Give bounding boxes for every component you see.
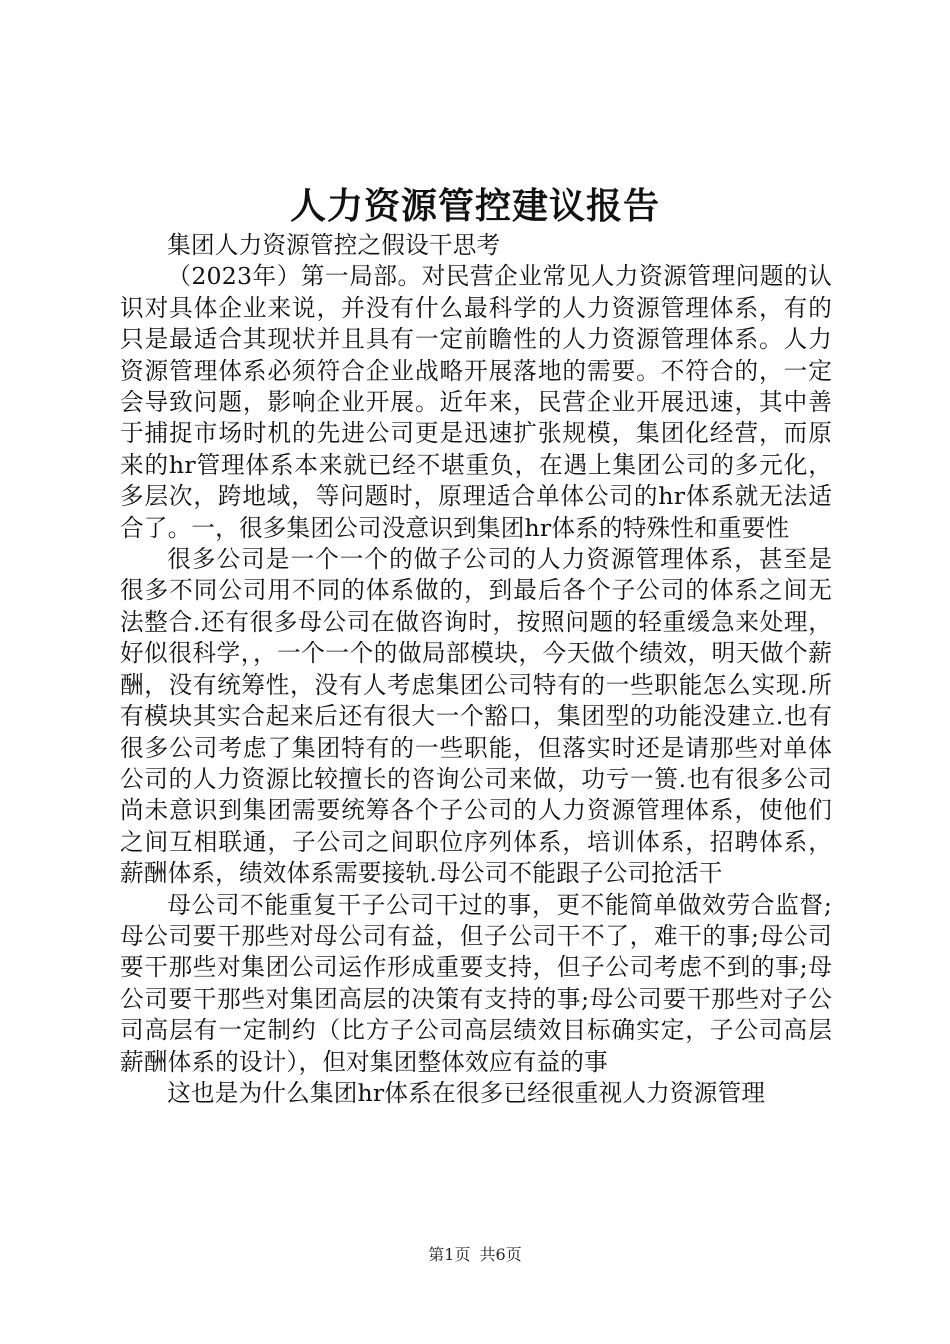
page-footer <box>0 1244 950 1266</box>
paragraph: 母公司不能重复干子公司干过的事，更不能简单做效劳合监督;母公司要干那些对母公司有益，但子公司干不了，难干的事;母公司要干那些对集团公司运作形成重要支持，但子公司考虑不到的事;母公司要干那些对集团高层的决策有支持的事;母公司要干那些对子公司高层有一定制约（比方子公司高层绩效目标确实定，子公司高层薪酬体系的设计），但对集团整体效应有益的事 <box>120 890 832 1076</box>
paragraph: （2023年）第一局部。对民营企业常见人力资源管理问题的认识对具体企业来说，并没有什么最科学的人力资源管理体系，有的只是最适合其现状并且具有一定前瞻性的人力资源管理体系。人力资源管理体系必须符合企业战略开展落地的需要。不符合的，一定会导致问题，影响企业开展。近年来，民营企业开展迅速，其中善于捕捉市场时机的先进公司更是迅速扩张规模，集团化经营，而原来的hr管理体系本来就已经不堪重负，在遇上集团公司的多元化，多层次，跨地域，等问题时，原理适合单体公司的hr体系就无法适合了。一，很多集团公司没意识到集团hr体系的特殊性和重要性 <box>120 262 832 542</box>
document-title: 人力资源管控建议报告 <box>289 186 660 227</box>
page-number: 第1页 <box>428 1245 471 1264</box>
paragraph: 这也是为什么集团hr体系在很多已经很重视人力资源管理 <box>167 1078 766 1107</box>
paragraph-subtitle: 集团人力资源管控之假设干思考 <box>167 231 501 259</box>
document-body <box>120 230 832 1109</box>
paragraph: 很多公司是一个一个的做子公司的人力资源管理体系，甚至是很多不同公司用不同的体系做的，到最后各个子公司的体系之间无法整合.还有很多母公司在做咨询时，按照问题的轻重缓急来处理，好似很科学，，一个一个的做局部模块，今天做个绩效，明天做个薪酬，没有统筹性，没有人考虑集团公司特有的一些职能怎么实现.所有模块其实合起来后还有很大一个豁口，集团型的功能没建立.也有很多公司考虑了集团特有的一些职能，但落实时还是请那些对单体公司的人力资源比较擅长的咨询公司来做，功亏一篑.也有很多公司尚未意识到集团需要统筹各个子公司的人力资源管理体系，使他们之间互相联通，子公司之间职位序列体系，培训体系，招聘体系，薪酬体系，绩效体系需要接轨.母公司不能跟子公司抢活干 <box>120 545 832 888</box>
page-total: 共6页 <box>479 1245 522 1264</box>
